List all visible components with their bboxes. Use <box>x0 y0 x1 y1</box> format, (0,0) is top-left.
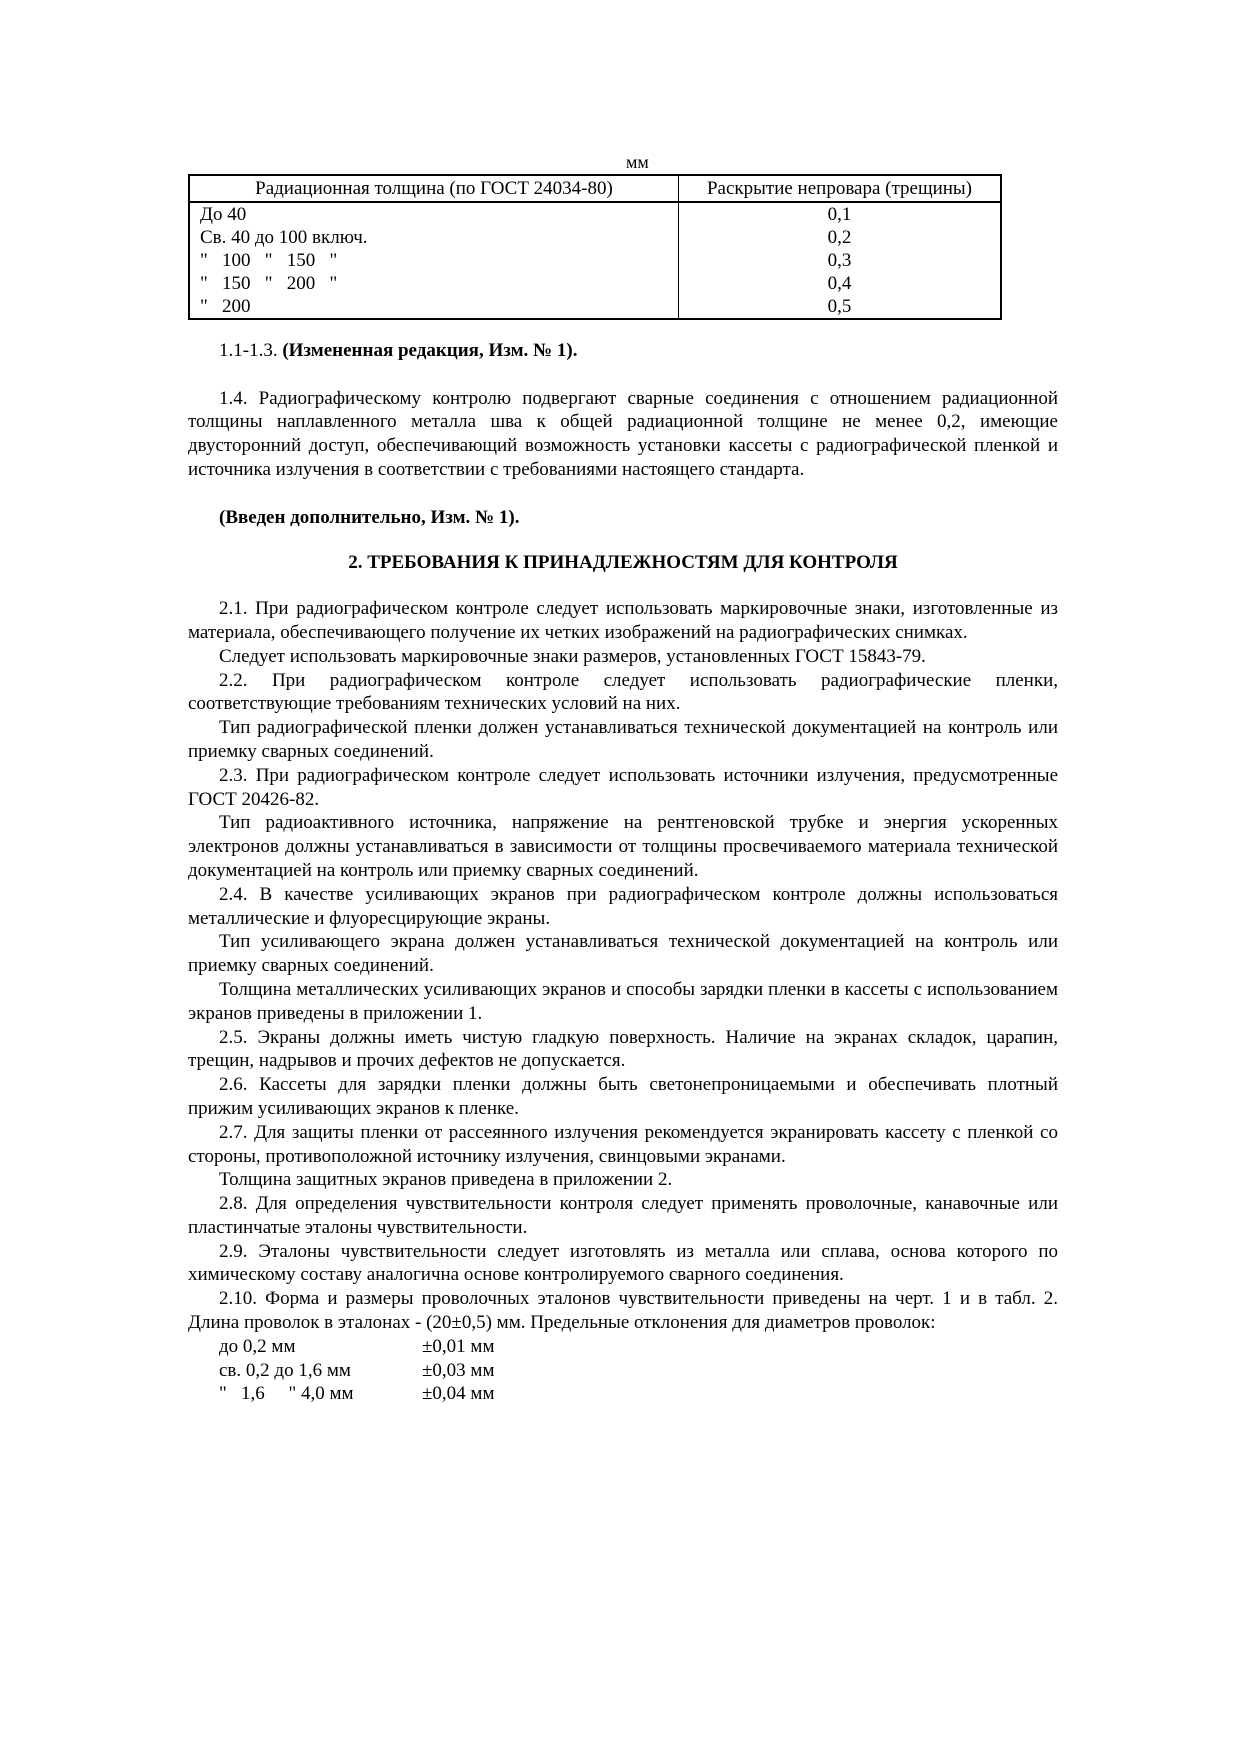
paragraph: Следует использовать маркировочные знаки размеров, установленных ГОСТ 15843-79. <box>219 645 926 667</box>
tolerance-row <box>188 1359 1058 1383</box>
table-row <box>189 272 1001 295</box>
opening-cell: 0,3 <box>679 249 1002 272</box>
table-row <box>189 202 1001 226</box>
amendment-note-text: (Введен дополнительно, Изм. № 1). <box>219 506 520 528</box>
paragraph: 2.2. При радиографическом контроле следует использовать радиографические пленки, соответствующие требованиям технических условий на них. <box>188 669 1058 715</box>
radiation-thickness-cell: Св. 40 до 100 включ. <box>200 227 368 248</box>
paragraph: 2.5. Экраны должны иметь чистую гладкую поверхность. Наличие на экранах складок, царапин, трещин, надрывов и прочих дефектов не допускается. <box>188 1026 1058 1072</box>
paragraph: 2.10. Форма и размеры проволочных эталонов чувствительности приведены на черт. 1 и в табл. 2. Длина проволок в эталонах - (20±0,5) мм. Предельные отклонения для диаметров проволок: <box>188 1288 1058 1334</box>
paragraph: Тип радиографической пленки должен устанавливаться технической документацией на контроль или приемку сварных соединений. <box>188 717 1058 762</box>
paragraph: 2.4. В качестве усиливающих экранов при радиографическом контроле должны использоваться металлические и флуоресцирующие экраны. <box>188 883 1058 929</box>
table-row <box>189 249 1001 272</box>
table-header-row <box>189 175 1001 202</box>
opening-cell: 0,2 <box>679 226 1002 249</box>
paragraph-1-1-1-3 <box>188 339 1058 363</box>
paragraph: Тип усиливающего экрана должен устанавливаться технической документацией на контроль или приемку сварных соединений. <box>188 931 1058 977</box>
tolerance-list <box>188 1335 1058 1406</box>
paragraph: 2.6. Кассеты для зарядки пленки должны быть светонепроницаемыми и обеспечивать плотный прижим усиливающих экранов к пленке. <box>188 1074 1058 1119</box>
radiation-thickness-cell: " 150 " 200 " <box>200 273 338 294</box>
tolerance-row <box>188 1335 1058 1359</box>
paragraph: 2.1. При радиографическом контроле следует использовать маркировочные знаки, изготовленные из материала, обеспечивающего получение их четких изображений на радиографических снимках. <box>188 598 1058 643</box>
amendment-note <box>188 506 1058 530</box>
paragraph: 2.7. Для защиты пленки от рассеянного излучения рекомендуется экранировать кассету с пленкой со стороны, противоположной источнику излучения, свинцовыми экранами. <box>188 1121 1058 1167</box>
paragraph: 2.8. Для определения чувствительности контроля следует применять проволочные, канавочные или пластинчатые эталоны чувствительности. <box>188 1193 1058 1238</box>
tolerance-value: ±0,01 мм <box>422 1335 495 1357</box>
document-body <box>188 339 1058 1406</box>
table-row <box>189 295 1001 319</box>
diameter-range: св. 0,2 до 1,6 мм <box>219 1359 351 1381</box>
paragraph-number: 1.1-1.3. <box>219 340 283 361</box>
radiation-thickness-cell: " 200 <box>200 296 251 317</box>
diameter-range: до 0,2 мм <box>219 1335 296 1357</box>
table-row <box>189 226 1001 249</box>
tolerance-value: ±0,03 мм <box>422 1359 495 1381</box>
radiation-thickness-cell: " 100 " 150 " <box>200 250 338 271</box>
column-header: Раскрытие непровара (трещины) <box>679 175 1002 202</box>
tolerance-value: ±0,04 мм <box>422 1383 495 1405</box>
paragraph-1-4: 1.4. Радиографическому контролю подвергают сварные соединения с отношением радиационной толщины наплавленного металла шва к общей радиационной толщине не менее 0,2, имеющие двусторонний доступ, обеспечивающий возможность установки кассеты с радиографической пленкой и источника излучения в соответствии с требованиями настоящего стандарта. <box>188 387 1058 480</box>
paragraph: 2.3. При радиографическом контроле следует использовать источники излучения, предусмотренные ГОСТ 20426-82. <box>188 764 1058 810</box>
opening-cell: 0,1 <box>679 202 1002 226</box>
radiation-thickness-cell: До 40 <box>200 204 247 225</box>
opening-cell: 0,4 <box>679 272 1002 295</box>
section-2-paragraphs <box>188 597 1058 1335</box>
section-heading: 2. ТРЕБОВАНИЯ К ПРИНАДЛЕЖНОСТЯМ ДЛЯ КОНТРОЛЯ <box>348 552 898 574</box>
paragraph: Тип радиоактивного источника, напряжение на рентгеновской трубке и энергия ускоренных электронов должны устанавливаться в зависимости от толщины просвечиваемого материала технической документацией на контроль или приемку сварных соединений. <box>188 812 1058 881</box>
column-header: Радиационная толщина (по ГОСТ 24034-80) <box>189 175 679 202</box>
diameter-range: " 1,6 " 4,0 мм <box>219 1383 354 1405</box>
paragraph: 2.9. Эталоны чувствительности следует изготовлять из металла или сплава, основа которого по химическому составу аналогична основе контролируемого сварного соединения. <box>188 1240 1058 1286</box>
paragraph: Толщина защитных экранов приведена в приложении 2. <box>219 1169 673 1191</box>
amendment-note: (Измененная редакция, Изм. № 1). <box>282 340 578 361</box>
tolerance-row <box>188 1382 1058 1406</box>
opening-cell: 0,5 <box>679 295 1002 319</box>
table-unit-label: мм <box>626 152 649 172</box>
thickness-table <box>188 174 1002 320</box>
paragraph: Толщина металлических усиливающих экранов и способы зарядки пленки в кассеты с использованием экранов приведены в приложении 1. <box>188 978 1058 1024</box>
